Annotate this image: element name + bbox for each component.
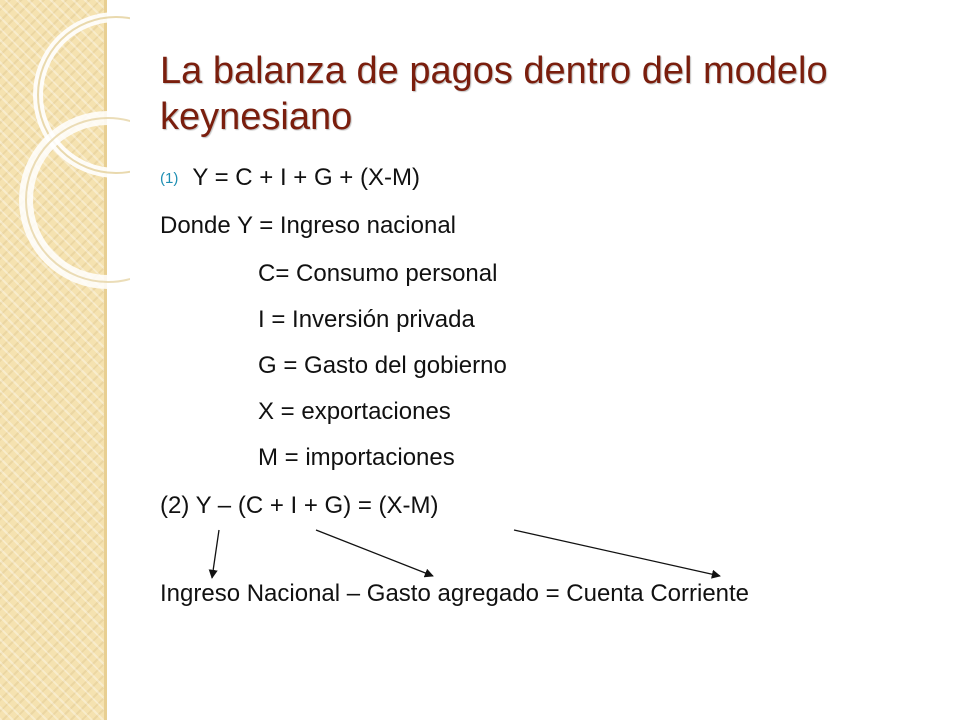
definitions-intro: Donde Y = Ingreso nacional [160,212,457,239]
definition-inversion: I = Inversión privada [258,306,475,333]
slide-title: La balanza de pagos dentro del modelo keynesiano [160,50,828,138]
arrow-gasto [316,530,433,576]
definition-exportaciones: X = exportaciones [258,398,451,425]
conclusion-line: Ingreso Nacional – Gasto agregado = Cuenta Corriente [160,580,750,607]
list-number-1: (1) [160,170,179,187]
definition-gasto: G = Gasto del gobierno [258,352,507,379]
equation-1-text: Y = C + I + G + (X-M) [192,164,420,191]
definition-consumo: C= Consumo personal [258,260,498,287]
arrow-ingreso [212,530,219,578]
arrow-cuenta [514,530,720,576]
equation-2: (2) Y – (C + I + G) = (X-M) [160,492,439,519]
definition-importaciones: M = importaciones [258,444,455,471]
